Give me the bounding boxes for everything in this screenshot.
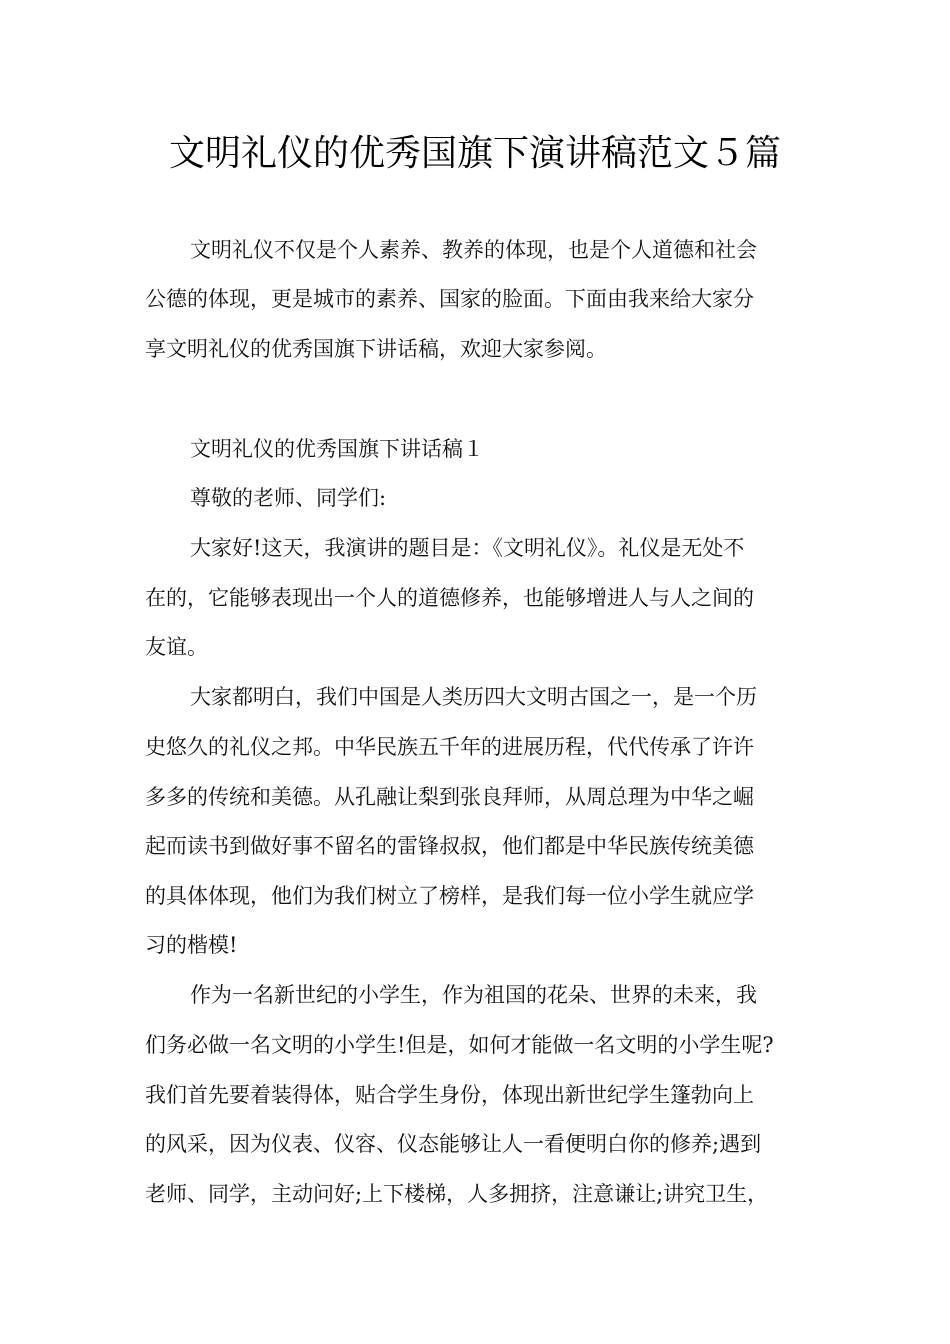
- paragraph-line: 大家都明白，我们中国是人类历四大文明古国之一，是一个历: [190, 685, 757, 709]
- paragraph-line: 我们首先要着装得体，贴合学生身份，体现出新世纪学生篷勃向上: [145, 1083, 754, 1107]
- intro-line-2: 公德的体现，更是城市的素养、国家的脸面。下面由我来给大家分: [145, 287, 754, 311]
- document-title: 文明礼仪的优秀国旗下演讲稿范文５篇: [168, 133, 781, 174]
- intro-line-1: 文明礼仪不仅是个人素养、教养的体现，也是个人道德和社会: [190, 238, 757, 262]
- section-heading: 文明礼仪的优秀国旗下讲话稿１: [190, 437, 484, 461]
- paragraph-line: 的风采，因为仪表、仪容、仪态能够让人一看便明白你的修养;遇到: [145, 1132, 762, 1156]
- paragraph-line: 起而读书到做好事不留名的雷锋叔叔，他们都是中华民族传统美德: [145, 834, 754, 858]
- paragraph-line: 的具体体现，他们为我们树立了榜样，是我们每一位小学生就应学: [145, 884, 754, 908]
- paragraph-line: 友谊。: [145, 635, 208, 659]
- salutation: 尊敬的老师、同学们:: [190, 486, 387, 510]
- paragraph-line: 习的楷模!: [145, 933, 238, 957]
- paragraph-line: 在的，它能够表现出一个人的道德修养，也能够增进人与人之间的: [145, 586, 754, 610]
- paragraph-line: 史悠久的礼仪之邦。中华民族五千年的进展历程，代代传承了许许: [145, 735, 754, 759]
- paragraph-line: 们务必做一名文明的小学生!但是，如何才能做一名文明的小学生呢?: [145, 1033, 774, 1057]
- paragraph-line: 多多的传统和美德。从孔融让梨到张良拜师，从周总理为中华之崛: [145, 785, 754, 809]
- intro-line-3: 享文明礼仪的优秀国旗下讲话稿，欢迎大家参阅。: [145, 337, 607, 361]
- paragraph-line: 老师、同学，主动问好;上下楼梯，人多拥挤，注意谦让;讲究卫生，: [145, 1182, 769, 1206]
- paragraph-line: 作为一名新世纪的小学生，作为祖国的花朵、世界的未来，我: [190, 983, 757, 1007]
- paragraph-line: 大家好!这天，我演讲的题目是：《文明礼仪》。礼仪是无处不: [190, 536, 745, 560]
